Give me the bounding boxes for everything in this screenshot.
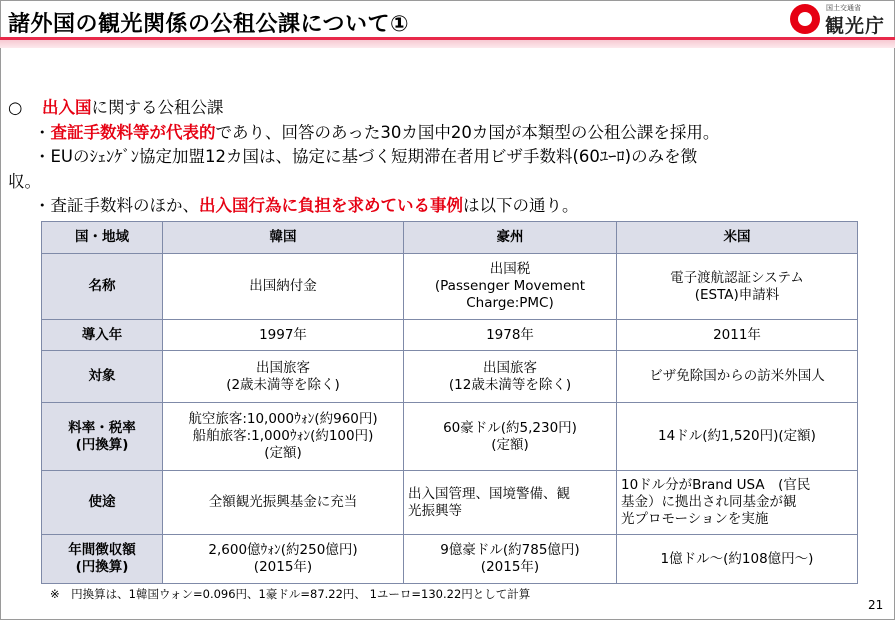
bullet-mark: ○ [8,98,23,117]
bullet-line [8,121,888,146]
cell-line: Charge:PMC) [466,295,554,311]
cell-line: 2011年 [713,326,761,343]
cell-line: 年間徴収額 [68,542,136,558]
cell-line: 2,600億ｳｫﾝ(約250億円) [208,542,358,558]
cell-line: 1億ドル～(約108億円～) [660,550,814,567]
table-row [42,351,858,403]
highlight-text: 査証手数料等が代表的 [50,122,216,142]
cell-line: 出入国管理、国境警備、観 [408,485,570,502]
table-cell [404,351,617,403]
row-label-cell [42,403,163,471]
cell-line: (12歳未満等を除く) [448,376,572,393]
table-row [42,471,858,535]
highlight-text: 出入国 [42,98,92,117]
page-number: 21 [868,598,884,612]
bullet-list [8,96,888,219]
bullet-line [8,170,888,195]
table-row [42,535,858,584]
row-label-cell [42,471,163,535]
cell-line: (定額) [264,445,302,461]
table-cell [617,254,858,320]
cell-line: 船舶旅客:1,000ｳｫﾝ(約100円) [192,428,374,444]
cell-line: 10ドル分がBrand USA (官民 [621,477,811,493]
table-cell [617,403,858,471]
cell-line: 9億豪ドル(約785億円) [440,542,580,558]
cell-line: (2歳未満等を除く) [226,376,340,393]
cell-line: (Passenger Movement [434,278,586,294]
cell-line: 電子渡航認証システム [670,269,804,286]
cell-line: 出国旅客 [483,359,537,376]
page-title: 諸外国の観光関係の公租公課について① [8,12,410,37]
cell-line: 名称 [88,278,116,294]
agency-logo [790,3,890,37]
bullet-line [8,194,888,219]
cell-line: ビザ免除国からの訪米外国人 [649,368,825,384]
table-cell [404,320,617,351]
cell-line: (2015年) [253,559,313,575]
cell-line: 導入年 [81,326,123,343]
table-header-cell: 米国 [617,222,858,254]
cell-line: (2015年) [480,559,540,575]
logo-ministry-text: 国土交通省 [826,4,861,12]
bullet-mark: ・ [34,147,51,166]
table-cell [163,535,404,584]
bullet-text: であり、回答のあった30カ国中20カ国が本類型の公租公課を採用。 [215,122,720,142]
table-header-cell: 国・地域 [42,222,163,254]
table-cell [404,471,617,535]
cell-line: 出国旅客 [256,359,310,376]
bullet-line [8,145,888,170]
cell-line: 基金）に拠出され同基金が観 [621,494,797,510]
bullet-line [8,96,888,121]
bullet-text: 査証手数料のほか、 [50,196,199,215]
cell-line: 使途 [88,494,116,510]
table-cell [163,351,404,403]
cell-line: (定額) [491,436,529,453]
cell-line: 対象 [88,368,116,384]
table-header-row [42,222,858,254]
row-label-cell [42,254,163,320]
bullet-mark: ・ [34,196,51,215]
table-header-cell: 豪州 [404,222,617,254]
table-row [42,403,858,471]
table-cell [617,351,858,403]
table-cell [617,535,858,584]
footnote: ※ 円換算は、1韓国ウォン=0.096円、1豪ドル=87.22円、 1ユーロ=130.22円として計算 [50,587,531,601]
table-cell [404,403,617,471]
table-cell [163,403,404,471]
row-label-cell [42,320,163,351]
cell-line: 料率・税率 [68,419,136,436]
cell-line: (円換算) [75,559,129,575]
bullet-text: に関する公租公課 [91,98,224,117]
cell-line: (ESTA)申請料 [694,286,780,303]
table-cell [617,471,858,535]
table-row [42,320,858,351]
table-cell [404,254,617,320]
bullet-text: は以下の通り。 [463,196,579,215]
logo-agency-text: 観光庁 [825,15,886,37]
table-header-cell: 韓国 [163,222,404,254]
row-label-cell [42,535,163,584]
cell-line: 14ドル(約1,520円)(定額) [658,428,816,444]
cell-line: 全額観光振興基金に充当 [208,494,358,510]
cell-line: 航空旅客:10,000ｳｫﾝ(約960円) [188,411,378,427]
table-cell [163,471,404,535]
cell-line: 光振興等 [408,502,462,519]
row-label-cell [42,351,163,403]
cell-line: 光プロモーションを実施 [621,511,769,527]
table-cell [163,254,404,320]
cell-line: 1978年 [486,326,534,343]
logo-circle-icon [790,4,820,34]
highlight-text: 出入国行為に負担を求めている事例 [199,196,463,215]
table-cell [617,320,858,351]
table-cell [163,320,404,351]
table-cell [404,535,617,584]
title-underline-shade [0,40,895,48]
cell-line: (円換算) [75,436,129,453]
table-row [42,254,858,320]
bullet-text: 収。 [8,171,41,191]
cell-line: 出国税 [489,261,531,277]
bullet-text: EUのｼｪﾝｹﾞﾝ協定加盟12カ国は、協定に基づく短期滞在者用ビザ手数料(60ﾕｰﾛ)のみを徴 [50,147,698,166]
bullet-mark: ・ [34,122,51,142]
cell-line: 1997年 [259,326,307,343]
cell-line: 60豪ドル(約5,230円) [443,419,577,436]
cell-line: 出国納付金 [249,278,317,294]
comparison-table [41,221,858,584]
